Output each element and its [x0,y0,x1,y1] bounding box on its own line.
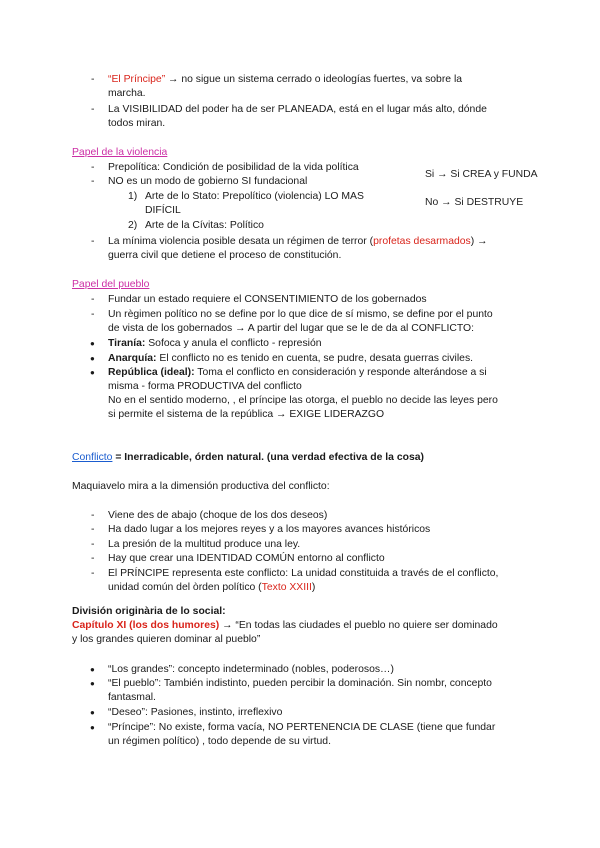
dot-bullet: ● [90,679,95,688]
text: ) [311,582,316,593]
capitulo-ref: Capítulo XI (los dos humores) [72,620,220,631]
dot-bullet: ● [90,339,95,348]
line: Hay que crear una IDENTIDAD COMÚN entorno al conflicto [108,553,385,564]
text: Sofoca y anula el conflicto - represión [145,338,322,349]
text: → “En todas las ciudades el pueblo no quiere ser dominado [219,620,498,631]
line: Arte de la Cívitas: Político [145,220,264,231]
line: “Príncipe”: No existe, forma vacía, NO PERTENENCIA DE CLASE (tiene que fundar [108,722,496,733]
dot-bullet: ● [90,368,95,377]
dash-bullet: - [91,553,95,564]
line: Ha dado lugar a los mejores reyes y a los mayores avances históricos [108,524,431,535]
line: Maquiavelo mira a la dimensión productiva del conflicto: [72,481,330,492]
side-note-yes: Si → Si CREA y FUNDA [425,169,538,180]
line: Fundar un estado requiere el CONSENTIMIENTO de los gobernados [108,294,427,305]
line: DIFÍCIL [145,205,181,216]
dash-bullet: - [91,510,95,521]
dash-bullet: - [91,568,95,579]
text: La mínima violencia posible desata un régimen de terror ( [108,236,374,247]
dash-bullet: - [91,162,95,173]
dot-bullet: ● [90,723,95,732]
dot-bullet: ● [90,665,95,674]
line: “Deseo”: Pasiones, instinto, irreflexivo [108,707,283,718]
heading-division: División originària de lo social: [72,606,226,617]
line [108,337,322,351]
line: marcha. [108,88,146,99]
dash-bullet: - [91,309,95,320]
line: Prepolítica: Condición de posibilidad de la vida política [108,162,359,173]
line [108,73,462,87]
list-number: 1) [128,191,138,202]
dot-bullet: ● [90,354,95,363]
dash-bullet: - [91,524,95,535]
heading-violencia: Papel de la violencia [72,147,168,158]
line [72,451,424,465]
line [108,235,487,249]
line [108,581,315,595]
line: todos miran. [108,118,166,129]
line: fantasmal. [108,692,156,703]
line: misma - forma PRODUCTIVA del conflicto [108,381,302,392]
side-note-no: No → Si DESTRUYE [425,197,524,208]
line: Viene des de abajo (choque de los dos deseos) [108,510,328,521]
line: y los grandes quieren dominar al pueblo” [72,634,261,645]
label: República (ideal): [108,367,195,378]
line: Un règimen político no se define por lo que dice de sí mismo, se define por el punto [108,309,493,320]
text: unidad común del òrden político ( [108,582,262,593]
line: guerra civil que detiene el proceso de constitución. [108,250,342,261]
line [72,619,498,633]
list-number: 2) [128,220,138,231]
line: Arte de lo Stato: Prepolítico (violencia) LO MAS [145,191,364,202]
dash-bullet: - [91,104,95,115]
line [108,366,487,380]
line [108,352,473,366]
line: un régimen político) , todo depende de su virtud. [108,736,331,747]
text: El conflicto no es tenido en cuenta, se pudre, desata guerras civiles. [156,353,474,364]
text: ) → [470,236,488,247]
line: si permite el sistema de la república → EXIGE LIDERAZGO [108,409,385,420]
dot-bullet: ● [90,708,95,717]
label: Tiranía: [108,338,146,349]
dash-bullet: - [91,294,95,305]
dash-bullet: - [91,236,95,247]
dash-bullet: - [91,539,95,550]
line: “El pueblo”: También indistinto, pueden percibir la dominación. Sin nombr, concepto [108,678,492,689]
line: El PRÍNCIPE representa este conflicto: La unidad constituida a través de el conflicto, [108,568,499,579]
line: de vista de los gobernados → A partir del lugar que se le de da al CONFLICTO: [108,323,474,334]
heading-pueblo: Papel del pueblo [72,279,150,290]
line: NO es un modo de gobierno SI fundacional [108,176,308,187]
line: No en el sentido moderno, , el príncipe las otorga, el pueblo no decide las leyes pero [108,395,498,406]
line: La VISIBILIDAD del poder ha de ser PLANEADA, está en el lugar más alto, dónde [108,104,487,115]
label: Anarquía: [108,353,157,364]
dash-bullet: - [91,74,95,85]
profetas-term: profetas desarmados [373,236,471,247]
line: “Los grandes”: concepto indeterminado (nobles, poderosos…) [108,664,394,675]
el-principe-term: “El Príncipe” [108,74,166,85]
dash-bullet: - [91,176,95,187]
text: = Inerradicable, órden natural. (una verdad efectiva de la cosa) [112,452,424,463]
conflicto-link[interactable]: Conflicto [72,452,113,463]
texto-ref: Texto XXIII [261,582,312,593]
text: → no sigue un sistema cerrado o ideologías fuertes, va sobre la [165,74,463,85]
text: Toma el conflicto en consideración y responde alterándose a si [194,367,487,378]
line: La presión de la multitud produce una ley. [108,539,301,550]
